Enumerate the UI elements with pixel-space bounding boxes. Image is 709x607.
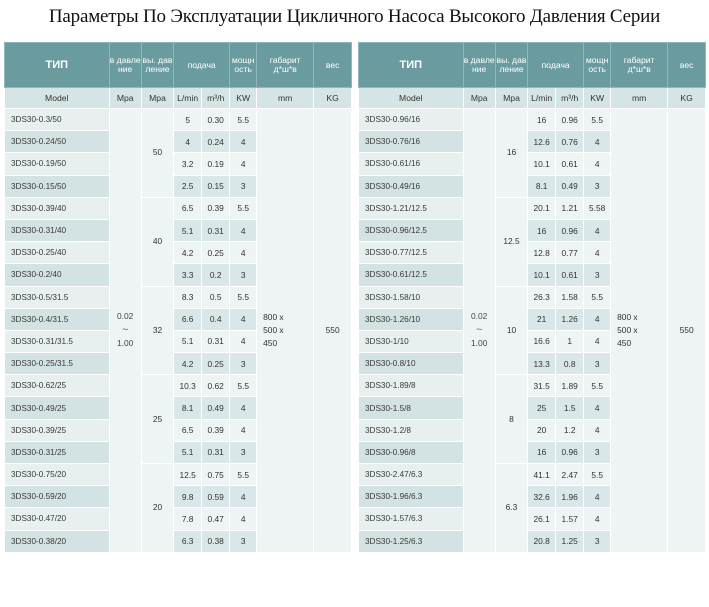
table-row [359,109,706,131]
model-cell: 3DS30-0.24/50 [5,131,110,153]
flow-lmin-cell: 21 [528,308,556,330]
table-body-right [359,109,706,553]
header-mm: mm [257,88,314,109]
header-power: мощн ость [230,43,257,88]
model-cell: 3DS30-1.89/8 [359,375,464,397]
flow-lmin-cell: 16 [528,219,556,241]
model-cell: 3DS30-0.62/25 [5,375,110,397]
power-kw-cell: 4 [230,153,257,175]
power-kw-cell: 5.5 [584,109,611,131]
lift-cell: 12.5 [495,197,527,286]
model-cell: 3DS30-0.19/50 [5,153,110,175]
flow-lmin-cell: 8.1 [174,397,202,419]
flow-m3h-cell: 0.25 [202,353,230,375]
power-kw-cell: 4 [230,308,257,330]
weight-cell: 550 [668,109,706,553]
flow-lmin-cell: 26.1 [528,508,556,530]
model-cell: 3DS30-0.76/16 [359,131,464,153]
flow-m3h-cell: 0.39 [202,197,230,219]
flow-m3h-cell: 0.61 [556,153,584,175]
flow-m3h-cell: 0.38 [202,530,230,552]
model-cell: 3DS30-0.96/12.5 [359,219,464,241]
header-lmin: L/min [528,88,556,109]
flow-lmin-cell: 9.8 [174,486,202,508]
model-cell: 3DS30-0.96/16 [359,109,464,131]
power-kw-cell: 5.5 [230,464,257,486]
power-kw-cell: 4 [584,308,611,330]
header-lmin: L/min [174,88,202,109]
flow-lmin-cell: 20 [528,419,556,441]
header-weight: вес [668,43,706,88]
flow-m3h-cell: 0.25 [202,242,230,264]
power-kw-cell: 3 [230,264,257,286]
power-kw-cell: 3 [230,175,257,197]
lift-cell: 20 [141,464,173,553]
model-cell: 3DS30-0.4/31.5 [5,308,110,330]
pressure-min: 0.02 [117,311,134,322]
flow-m3h-cell: 0.47 [202,508,230,530]
power-kw-cell: 3 [584,441,611,463]
flow-lmin-cell: 3.3 [174,264,202,286]
power-kw-cell: 3 [230,353,257,375]
lift-cell: 16 [495,109,527,198]
flow-m3h-cell: 0.30 [202,109,230,131]
model-cell: 3DS30-0.25/31.5 [5,353,110,375]
weight-cell: 550 [314,109,352,553]
header-type: ТИП [359,43,464,88]
dims-line-3: 450 [617,337,632,348]
header-mpa-lift: Mpa [495,88,527,109]
flow-lmin-cell: 4.2 [174,353,202,375]
flow-lmin-cell: 10.3 [174,375,202,397]
dims-line-2: 500 x [617,324,638,335]
power-kw-cell: 3 [584,175,611,197]
lift-cell: 32 [141,286,173,375]
flow-lmin-cell: 7.8 [174,508,202,530]
header-dims: габарит д*ш*в [611,43,668,88]
flow-m3h-cell: 0.15 [202,175,230,197]
model-cell: 3DS30-1.57/6.3 [359,508,464,530]
flow-lmin-cell: 16.6 [528,330,556,352]
flow-m3h-cell: 0.77 [556,242,584,264]
header-lift: вы. дав ление [141,43,173,88]
power-kw-cell: 5.5 [230,375,257,397]
flow-m3h-cell: 1.5 [556,397,584,419]
power-kw-cell: 4 [230,419,257,441]
power-kw-cell: 5.5 [230,286,257,308]
header-weight: вес [314,43,352,88]
model-cell: 3DS30-0.31/31.5 [5,330,110,352]
spec-table-left [4,42,352,553]
flow-m3h-cell: 0.31 [202,330,230,352]
flow-lmin-cell: 12.6 [528,131,556,153]
power-kw-cell: 4 [584,242,611,264]
flow-lmin-cell: 25 [528,397,556,419]
flow-lmin-cell: 20.8 [528,530,556,552]
header-mpa: Mpa [463,88,495,109]
power-kw-cell: 3 [584,353,611,375]
model-cell: 3DS30-0.61/16 [359,153,464,175]
pressure-range-cell [463,109,495,553]
page-title: Параметры По Эксплуатации Цикличного Насоса Высокого Давления Серии [48,6,661,27]
flow-m3h-cell: 0.2 [202,264,230,286]
model-cell: 3DS30-0.49/16 [359,175,464,197]
flow-m3h-cell: 1.21 [556,197,584,219]
model-cell: 3DS30-1.96/6.3 [359,486,464,508]
flow-m3h-cell: 0.24 [202,131,230,153]
dims-line-1: 800 x [617,311,638,322]
lift-cell: 6.3 [495,464,527,553]
flow-m3h-cell: 1.25 [556,530,584,552]
flow-lmin-cell: 5.1 [174,330,202,352]
power-kw-cell: 5.58 [584,197,611,219]
pressure-tilde: ~ [121,324,129,337]
power-kw-cell: 5.5 [230,109,257,131]
model-cell: 3DS30-1/10 [359,330,464,352]
flow-lmin-cell: 8.1 [528,175,556,197]
dims-cell [257,109,314,553]
power-kw-cell: 5.5 [584,464,611,486]
power-kw-cell: 4 [584,219,611,241]
model-cell: 3DS30-0.49/25 [5,397,110,419]
flow-m3h-cell: 0.4 [202,308,230,330]
flow-m3h-cell: 2.47 [556,464,584,486]
header-type: ТИП [5,43,110,88]
model-cell: 3DS30-0.2/40 [5,264,110,286]
power-kw-cell: 4 [230,330,257,352]
model-cell: 3DS30-0.39/40 [5,197,110,219]
model-cell: 3DS30-1.25/6.3 [359,530,464,552]
flow-lmin-cell: 16 [528,109,556,131]
model-cell: 3DS30-0.31/25 [5,441,110,463]
power-kw-cell: 4 [230,397,257,419]
pressure-min: 0.02 [471,311,488,322]
header-kg: KG [314,88,352,109]
flow-m3h-cell: 0.39 [202,419,230,441]
flow-lmin-cell: 20.1 [528,197,556,219]
flow-m3h-cell: 0.8 [556,353,584,375]
header-flow: подача [174,43,230,88]
flow-lmin-cell: 26.3 [528,286,556,308]
flow-m3h-cell: 0.62 [202,375,230,397]
header-pressure: в давле ние [109,43,141,88]
flow-lmin-cell: 3.2 [174,153,202,175]
header-power: мощн ость [584,43,611,88]
model-cell: 3DS30-1.58/10 [359,286,464,308]
power-kw-cell: 4 [584,486,611,508]
model-cell: 3DS30-0.96/8 [359,441,464,463]
power-kw-cell: 3 [230,530,257,552]
pressure-range-cell [109,109,141,553]
power-kw-cell: 5.5 [584,375,611,397]
flow-lmin-cell: 6.3 [174,530,202,552]
flow-m3h-cell: 1 [556,330,584,352]
header-lift: вы. дав ление [495,43,527,88]
model-cell: 3DS30-0.15/50 [5,175,110,197]
header-model: Model [359,88,464,109]
flow-m3h-cell: 0.96 [556,109,584,131]
lift-cell: 8 [495,375,527,464]
flow-m3h-cell: 0.59 [202,486,230,508]
flow-lmin-cell: 41.1 [528,464,556,486]
model-cell: 3DS30-0.61/12.5 [359,264,464,286]
power-kw-cell: 4 [584,153,611,175]
flow-lmin-cell: 5.1 [174,441,202,463]
model-cell: 3DS30-0.8/10 [359,353,464,375]
lift-cell: 50 [141,109,173,198]
power-kw-cell: 4 [584,508,611,530]
dims-cell [611,109,668,553]
flow-m3h-cell: 1.57 [556,508,584,530]
flow-lmin-cell: 2.5 [174,175,202,197]
flow-lmin-cell: 6.5 [174,197,202,219]
flow-m3h-cell: 0.49 [556,175,584,197]
flow-m3h-cell: 0.31 [202,219,230,241]
power-kw-cell: 4 [230,508,257,530]
header-m3h: m³/h [556,88,584,109]
dims-line-2: 500 x [263,324,284,335]
header-m3h: m³/h [202,88,230,109]
header-pressure: в давле ние [463,43,495,88]
flow-m3h-cell: 0.19 [202,153,230,175]
flow-m3h-cell: 0.96 [556,219,584,241]
model-cell: 3DS30-0.5/31.5 [5,286,110,308]
flow-lmin-cell: 16 [528,441,556,463]
power-kw-cell: 3 [584,264,611,286]
pressure-tilde: ~ [475,324,483,337]
lift-cell: 40 [141,197,173,286]
flow-lmin-cell: 13.3 [528,353,556,375]
model-cell: 3DS30-0.47/20 [5,508,110,530]
dims-line-3: 450 [263,337,278,348]
power-kw-cell: 4 [584,397,611,419]
model-cell: 3DS30-0.75/20 [5,464,110,486]
model-cell: 3DS30-1.2/8 [359,419,464,441]
flow-lmin-cell: 10.1 [528,264,556,286]
pressure-max: 1.00 [471,338,488,349]
lift-cell: 10 [495,286,527,375]
flow-m3h-cell: 0.31 [202,441,230,463]
header-flow: подача [528,43,584,88]
power-kw-cell: 4 [230,486,257,508]
flow-m3h-cell: 0.61 [556,264,584,286]
power-kw-cell: 5.5 [230,197,257,219]
model-cell: 3DS30-0.3/50 [5,109,110,131]
header-model: Model [5,88,110,109]
power-kw-cell: 4 [230,131,257,153]
power-kw-cell: 4 [584,330,611,352]
flow-lmin-cell: 4.2 [174,242,202,264]
header-mpa-lift: Mpa [141,88,173,109]
flow-m3h-cell: 0.96 [556,441,584,463]
model-cell: 3DS30-0.39/25 [5,419,110,441]
model-cell: 3DS30-0.25/40 [5,242,110,264]
flow-lmin-cell: 32.6 [528,486,556,508]
power-kw-cell: 3 [584,530,611,552]
table-body-left [5,109,352,553]
dims-line-1: 800 x [263,311,284,322]
header-kw: KW [584,88,611,109]
model-cell: 3DS30-1.5/8 [359,397,464,419]
header-kw: KW [230,88,257,109]
model-cell: 3DS30-0.38/20 [5,530,110,552]
flow-lmin-cell: 5.1 [174,219,202,241]
header-mm: mm [611,88,668,109]
model-cell: 3DS30-0.59/20 [5,486,110,508]
flow-lmin-cell: 4 [174,131,202,153]
power-kw-cell: 4 [584,419,611,441]
flow-m3h-cell: 1.2 [556,419,584,441]
power-kw-cell: 4 [230,219,257,241]
power-kw-cell: 5.5 [584,286,611,308]
model-cell: 3DS30-1.21/12.5 [359,197,464,219]
flow-lmin-cell: 10.1 [528,153,556,175]
pressure-max: 1.00 [117,338,134,349]
flow-lmin-cell: 12.8 [528,242,556,264]
flow-lmin-cell: 8.3 [174,286,202,308]
flow-m3h-cell: 0.76 [556,131,584,153]
power-kw-cell: 4 [584,131,611,153]
flow-lmin-cell: 31.5 [528,375,556,397]
lift-cell: 25 [141,375,173,464]
flow-m3h-cell: 0.5 [202,286,230,308]
flow-m3h-cell: 1.96 [556,486,584,508]
power-kw-cell: 4 [230,242,257,264]
model-cell: 3DS30-2.47/6.3 [359,464,464,486]
header-dims: габарит д*ш*в [257,43,314,88]
spec-table-right [358,42,706,553]
flow-lmin-cell: 6.6 [174,308,202,330]
model-cell: 3DS30-1.26/10 [359,308,464,330]
flow-m3h-cell: 1.89 [556,375,584,397]
header-kg: KG [668,88,706,109]
flow-m3h-cell: 1.58 [556,286,584,308]
header-mpa: Mpa [109,88,141,109]
model-cell: 3DS30-0.77/12.5 [359,242,464,264]
flow-lmin-cell: 5 [174,109,202,131]
model-cell: 3DS30-0.31/40 [5,219,110,241]
flow-m3h-cell: 1.26 [556,308,584,330]
flow-m3h-cell: 0.49 [202,397,230,419]
flow-m3h-cell: 0.75 [202,464,230,486]
flow-lmin-cell: 6.5 [174,419,202,441]
table-row [5,109,352,131]
power-kw-cell: 3 [230,441,257,463]
flow-lmin-cell: 12.5 [174,464,202,486]
